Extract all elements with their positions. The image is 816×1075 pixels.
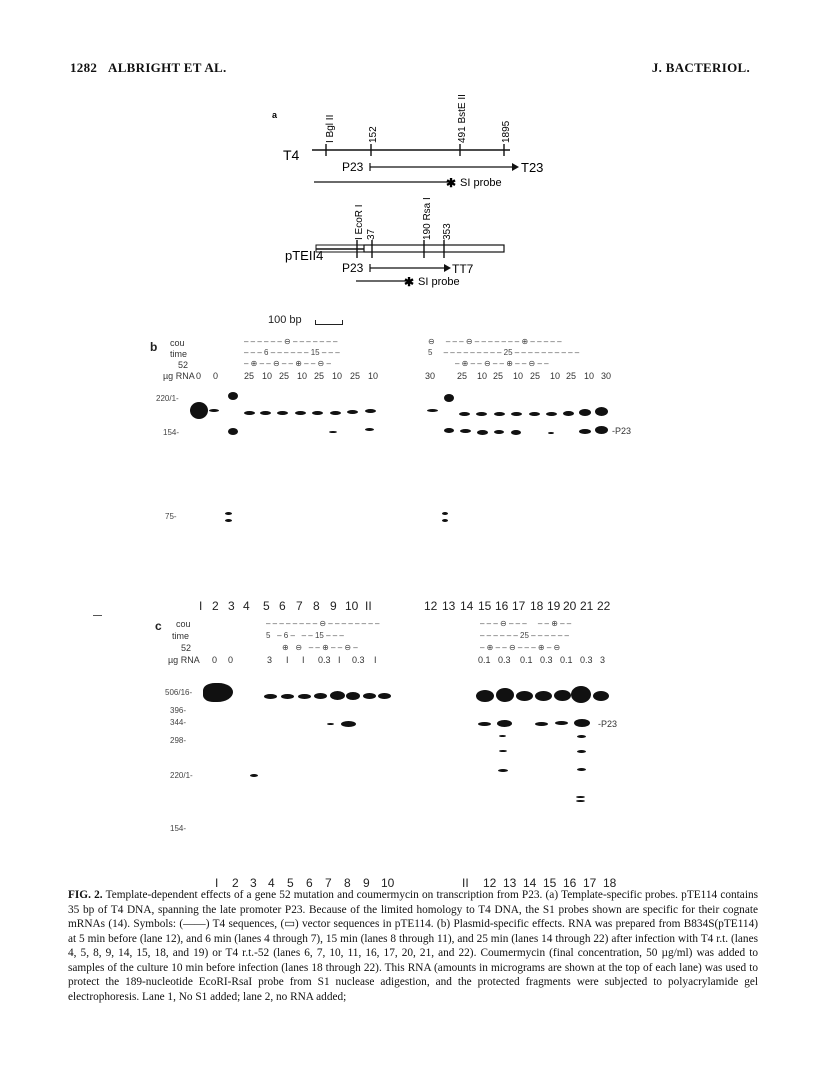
t4-terminator-label: T23: [521, 160, 544, 175]
c-rna-15: 0.3: [540, 655, 553, 665]
gel-band: [496, 688, 514, 702]
c-marker-220: 220/1-: [170, 771, 193, 780]
gel-band: [535, 691, 552, 701]
b-right-time-line: 5 – – – – – – – – – 25 – – – – – – – – – –: [428, 348, 580, 357]
gel-band: [476, 412, 487, 416]
gel-band: [499, 735, 506, 737]
pte-probe-label: SI probe: [418, 276, 460, 288]
gel-band: [442, 512, 448, 515]
c-right-52-a: ⊕: [486, 643, 494, 652]
t4-site-bste: 491 BstE II: [457, 94, 468, 143]
b-lane-19: 19: [547, 599, 561, 613]
b-lane-6: 6: [279, 599, 286, 613]
b-lane-9: 9: [330, 599, 337, 613]
b-lane-14: 14: [460, 599, 474, 613]
c-lane-13: 13: [503, 876, 517, 890]
gel-band: [244, 411, 255, 415]
panel-c-row-rna: µg RNA: [168, 655, 200, 665]
gel-band: [250, 774, 258, 777]
c-left-52-line: ⊕ ⊖ – – ⊕ – – ⊖ –: [282, 643, 358, 652]
gel-band: [225, 512, 232, 515]
b-rna-20: 25: [566, 371, 577, 381]
gel-band: [494, 412, 505, 416]
page-number: 1282: [70, 60, 98, 75]
gel-band: [363, 693, 376, 699]
c-lane-10: 10: [381, 876, 395, 890]
gel-band: [330, 691, 345, 700]
b-rna-19: 10: [550, 371, 561, 381]
b-lane-21: 21: [580, 599, 594, 613]
panel-c-row-time: time: [172, 631, 190, 641]
c-lane-14: 14: [523, 876, 537, 890]
gel-band: [228, 428, 238, 435]
pte-site-ecor: I EcoR I: [354, 204, 365, 240]
gel-band: [314, 693, 327, 699]
c-lane-11: II: [462, 876, 469, 890]
gel-band: [574, 719, 590, 727]
c-left-time-6: 6: [283, 631, 289, 640]
c-lane-18: 18: [603, 876, 617, 890]
c-rna-10: 0.3: [352, 655, 365, 665]
gel-band: [511, 412, 522, 416]
gel-band: [442, 519, 448, 522]
b-lane-2: 2: [212, 599, 219, 613]
b-left-cou: ⊖: [284, 337, 291, 346]
c-left-52-c: ⊕: [322, 643, 329, 652]
gel-band: [577, 750, 586, 753]
b-lane-22: 22: [597, 599, 611, 613]
c-right-cou-right: ⊕: [551, 619, 558, 628]
figure-caption: [68, 888, 758, 1004]
gel-band: [546, 412, 557, 416]
b-rna-22: 30: [601, 371, 612, 381]
panel-b-scale-label: 100 bp: [268, 314, 302, 326]
c-right-cou-left: ⊖: [500, 619, 507, 628]
c-lane-16: 16: [563, 876, 577, 890]
gel-band: [312, 411, 323, 415]
b-left-52-line: – ⊕ – – ⊖ – – ⊕ – – ⊖ –: [244, 359, 331, 368]
b-rna-6: 25: [279, 371, 290, 381]
b-left-52-d: ⊖: [317, 359, 325, 368]
b-rna-16: 25: [493, 371, 504, 381]
c-lane-1: I: [215, 876, 219, 890]
gel-band: [593, 691, 609, 701]
b-p23-text: P23: [615, 426, 632, 436]
c-lane-4: 4: [268, 876, 275, 890]
c-rna-11: I: [374, 655, 377, 665]
gel-band: [548, 432, 554, 434]
b-right-52-line: – ⊕ – – ⊖ – – ⊕ – – ⊖ – –: [455, 359, 549, 368]
b-rna-11: 10: [368, 371, 379, 381]
gel-band: [346, 692, 360, 700]
b-lane-15: 15: [478, 599, 492, 613]
c-right-52-c: ⊕: [537, 643, 545, 652]
running-authors: ALBRIGHT ET AL.: [108, 60, 227, 75]
gel-band: [529, 412, 540, 416]
c-rna-7: I: [302, 655, 305, 665]
gel-band: [444, 394, 454, 402]
c-rna-6: I: [286, 655, 289, 665]
gel-band: [277, 411, 288, 415]
b-rna-18: 25: [530, 371, 541, 381]
c-lane-15: 15: [543, 876, 557, 890]
c-lane-6: 6: [306, 876, 313, 890]
c-rna-5: 3: [267, 655, 273, 665]
b-lane-16: 16: [495, 599, 509, 613]
b-rna-1: 0: [196, 371, 202, 381]
b-left-52-a: ⊕: [250, 359, 258, 368]
caption-title: Template-dependent effects of a gene 52 mutation and coumermycin on transcription from P23.: [105, 889, 543, 901]
gel-band: [281, 694, 294, 699]
gel-band: [329, 431, 337, 433]
gel-band: [563, 411, 574, 416]
c-right-52-line: – ⊕ – – ⊖ – – – ⊕ – ⊖: [480, 643, 561, 652]
gel-band: [190, 402, 208, 419]
b-rna-4: 25: [244, 371, 255, 381]
c-left-52-d: ⊖: [344, 643, 352, 652]
b-lane-17: 17: [512, 599, 526, 613]
t4-probe-label: SI probe: [460, 177, 502, 189]
b-rna-14: 25: [457, 371, 468, 381]
b-rna-12: 30: [425, 371, 436, 381]
b-lane-11: II: [365, 599, 372, 613]
gel-band: [295, 411, 306, 415]
gel-band: [444, 428, 454, 433]
gel-band: [498, 769, 508, 772]
panel-b-row-time: time: [170, 349, 188, 359]
c-right-cou-line: – – – ⊖ – – – – – ⊕ – –: [480, 619, 572, 628]
b-right-time-main: 25: [503, 348, 513, 357]
panel-b-scale-bar: [315, 320, 343, 325]
c-rna-14: 0.1: [520, 655, 533, 665]
c-left-time-5: 5: [266, 631, 271, 640]
c-marker-344: 344-: [170, 718, 187, 727]
pte-promoter-label: P23: [342, 261, 364, 275]
gel-band: [378, 693, 391, 699]
c-marker-506: 506/16-: [165, 688, 193, 697]
b-left-52-b: ⊖: [272, 359, 280, 368]
t4-promoter-label: P23: [342, 160, 364, 174]
gel-band: [478, 722, 491, 726]
t4-site-152: 152: [368, 126, 379, 143]
gel-band: [576, 800, 585, 802]
c-lane-2: 2: [232, 876, 239, 890]
c-marker-154: 154-: [170, 824, 187, 833]
b-lane-8: 8: [313, 599, 320, 613]
gel-band: [459, 412, 470, 416]
c-marker-298: 298-: [170, 736, 187, 745]
c-left-time-15: 15: [314, 631, 324, 640]
gel-band: [571, 686, 591, 703]
c-right-52-d: ⊖: [553, 643, 561, 652]
gel-band: [579, 429, 591, 434]
b-right-cou-line: ⊖ – – – ⊖ – – – – – – – ⊕ – – – – –: [428, 337, 562, 346]
b-right-52-b: ⊖: [483, 359, 491, 368]
b-lane-18: 18: [530, 599, 544, 613]
gel-band: [365, 428, 374, 431]
b-left-cou-line: – – – – – – ⊖ – – – – – – –: [244, 337, 338, 346]
gel-band: [341, 721, 356, 727]
gel-band: [203, 683, 233, 702]
c-rna-3: 0: [228, 655, 234, 665]
b-lane-4: 4: [243, 599, 250, 613]
b-lane-5: 5: [263, 599, 270, 613]
b-left-time-line: – – – 6 – – – – – – 15 – – –: [244, 348, 340, 357]
b-lane-12: 12: [424, 599, 438, 613]
b-lane-7: 7: [296, 599, 303, 613]
gel-band: [209, 409, 219, 412]
b-left-time-15: 15: [310, 348, 320, 357]
b-rna-2: 0: [213, 371, 219, 381]
gel-band: [577, 735, 586, 738]
b-rna-15: 10: [477, 371, 488, 381]
b-rna-8: 25: [314, 371, 325, 381]
gel-band: [347, 410, 358, 414]
c-p23-label: -P23: [598, 719, 618, 729]
b-right-52-a: ⊕: [461, 359, 469, 368]
b-rna-17: 10: [513, 371, 524, 381]
c-lane-12: 12: [483, 876, 497, 890]
b-right-time-left: 5: [428, 348, 433, 357]
pte-probe-star: ✱: [404, 275, 415, 289]
c-left-52-b: ⊖: [295, 643, 303, 652]
b-lane-3: 3: [228, 599, 235, 613]
c-rna-9: I: [338, 655, 341, 665]
b-right-52-c: ⊕: [506, 359, 513, 368]
gel-band: [576, 796, 585, 798]
t4-label: T4: [283, 147, 300, 163]
c-rna-16: 0.1: [560, 655, 573, 665]
b-rna-9: 10: [332, 371, 343, 381]
c-rna-12: 0.1: [478, 655, 491, 665]
gel-band: [260, 411, 271, 415]
panel-c-letter: c: [155, 619, 162, 633]
t4-site-1895: 1895: [501, 120, 512, 143]
c-rna-13: 0.3: [498, 655, 511, 665]
gel-band: [494, 430, 504, 434]
gel-band: [228, 392, 238, 400]
panel-c-row-cou: cou: [176, 619, 191, 629]
caption-label: FIG. 2.: [68, 889, 103, 901]
panel-b-row-52: 52: [178, 360, 189, 370]
b-lane-13: 13: [442, 599, 456, 613]
b-rna-10: 25: [350, 371, 361, 381]
gel-band: [298, 694, 311, 699]
b-rna-7: 10: [297, 371, 308, 381]
gel-band: [460, 429, 471, 433]
c-right-time-line: – – – – – – 25 – – – – – –: [480, 631, 569, 640]
c-rna-17: 0.3: [580, 655, 593, 665]
pte-label: pTEII4: [285, 248, 324, 263]
b-left-52-c: ⊕: [295, 359, 302, 368]
panel-b-row-rna: µg RNA: [163, 371, 195, 381]
margin-mark: [93, 615, 102, 616]
pte-site-353: 353: [442, 223, 453, 240]
gel-band: [535, 722, 548, 726]
gel-band: [365, 409, 376, 413]
b-p23-label: -P23: [612, 426, 632, 436]
gel-band: [497, 720, 512, 727]
c-lane-7: 7: [325, 876, 332, 890]
gel-band: [595, 426, 608, 434]
c-marker-396: 396-: [170, 706, 187, 715]
panel-b-row-cou: cou: [170, 338, 185, 348]
panel-a-letter: a: [272, 110, 278, 120]
pte-terminator-label: TT7: [452, 262, 474, 276]
gel-band: [595, 407, 608, 416]
b-rna-5: 10: [262, 371, 273, 381]
c-lane-3: 3: [250, 876, 257, 890]
c-left-cou-line: – – – – – – – – ⊖ – – – – – – – –: [266, 619, 380, 628]
gel-band: [579, 409, 591, 416]
panel-c-row-52: 52: [181, 643, 192, 653]
gel-band: [554, 690, 571, 701]
gel-band: [476, 690, 494, 702]
b-lane-1: I: [199, 599, 203, 613]
gel-band: [555, 721, 568, 725]
gel-band: [477, 430, 488, 435]
caption-body: (a) Template-specific probes. pTE114 contains 35 bp of T4 DNA, spanning the late promoter P23. Because of the limited homology to T4 DNA, the S1 probes shown are specific for their cognate mRNAs (14). Symbols: (——) T4 sequences, (▭) vector sequences in pTE114. (b) Plasmid-specific effects. RNA was prepared from B834S(pTE114) at 5 min before (lane 12), and 6 min (lanes 4 through 7), 15 min (lanes 8 through 11), and 25 min (lanes 14 through 22) after infection with T4 r.t. (lanes 4, 5, 8, 9, 14, 15, 18, and 19) or T4 r.t.-52 (lanes 6, 7, 10, 11, 16, 17, 20, 21, and 22). Coumermycin (final concentration, 50 µg/ml) was added to samples of the culture 10 min before infection (lanes 18 through 22). This RNA (amounts in micrograms are shown at the top of each lane) was used to protect the 189-nucleotide EcoRI-RsaI probe from S1 nuclease adigestion, and the protected fragments were subjected to polyacrylamide gel electrophoresis. Lane 1, No S1 added; lane 2, no RNA added;: [68, 889, 759, 1003]
gel-band: [511, 430, 521, 435]
c-right-time: 25: [520, 631, 529, 640]
b-marker-75: 75-: [165, 512, 177, 521]
gel-band: [264, 694, 277, 699]
c-lane-5: 5: [287, 876, 294, 890]
c-lane-8: 8: [344, 876, 351, 890]
b-rna-21: 10: [584, 371, 595, 381]
b-right-cou-right: ⊕: [521, 337, 529, 346]
b-lane-10: 10: [345, 599, 359, 613]
t4-probe-star: ✱: [446, 176, 457, 190]
c-left-time-line: 5 – 6 – – – 15 – – –: [266, 631, 344, 640]
c-right-52-b: ⊖: [508, 643, 516, 652]
c-rna-2: 0: [212, 655, 218, 665]
gel-band: [330, 411, 341, 415]
journal-name: J. BACTERIOL.: [651, 60, 750, 75]
panel-a-map-diagram: [0, 0, 816, 300]
c-rna-8: 0.3: [318, 655, 331, 665]
gel-band: [516, 691, 533, 701]
t4-site-bgl: I Bgl II: [325, 114, 336, 143]
c-left-52-a: ⊕: [282, 643, 289, 652]
b-marker-154: 154-: [163, 428, 180, 437]
pte-site-rsa: 190 Rsa I: [422, 197, 433, 240]
gel-band: [327, 723, 334, 725]
c-lane-17: 17: [583, 876, 597, 890]
c-rna-18: 3: [600, 655, 606, 665]
c-lane-9: 9: [363, 876, 370, 890]
gel-band: [499, 750, 507, 752]
panel-b-letter: b: [150, 340, 158, 354]
gel-band: [225, 519, 232, 522]
gel-band: [577, 768, 586, 771]
gel-band: [427, 409, 438, 412]
b-lane-20: 20: [563, 599, 577, 613]
b-left-time-6: 6: [264, 348, 269, 357]
b-right-52-d: ⊖: [528, 359, 536, 368]
b-right-cou-left: ⊖: [428, 337, 435, 346]
c-p23-text: P23: [601, 719, 618, 729]
pte-site-37: 37: [366, 228, 377, 240]
b-marker-220: 220/1-: [156, 394, 179, 403]
c-left-cou: ⊖: [319, 619, 327, 628]
